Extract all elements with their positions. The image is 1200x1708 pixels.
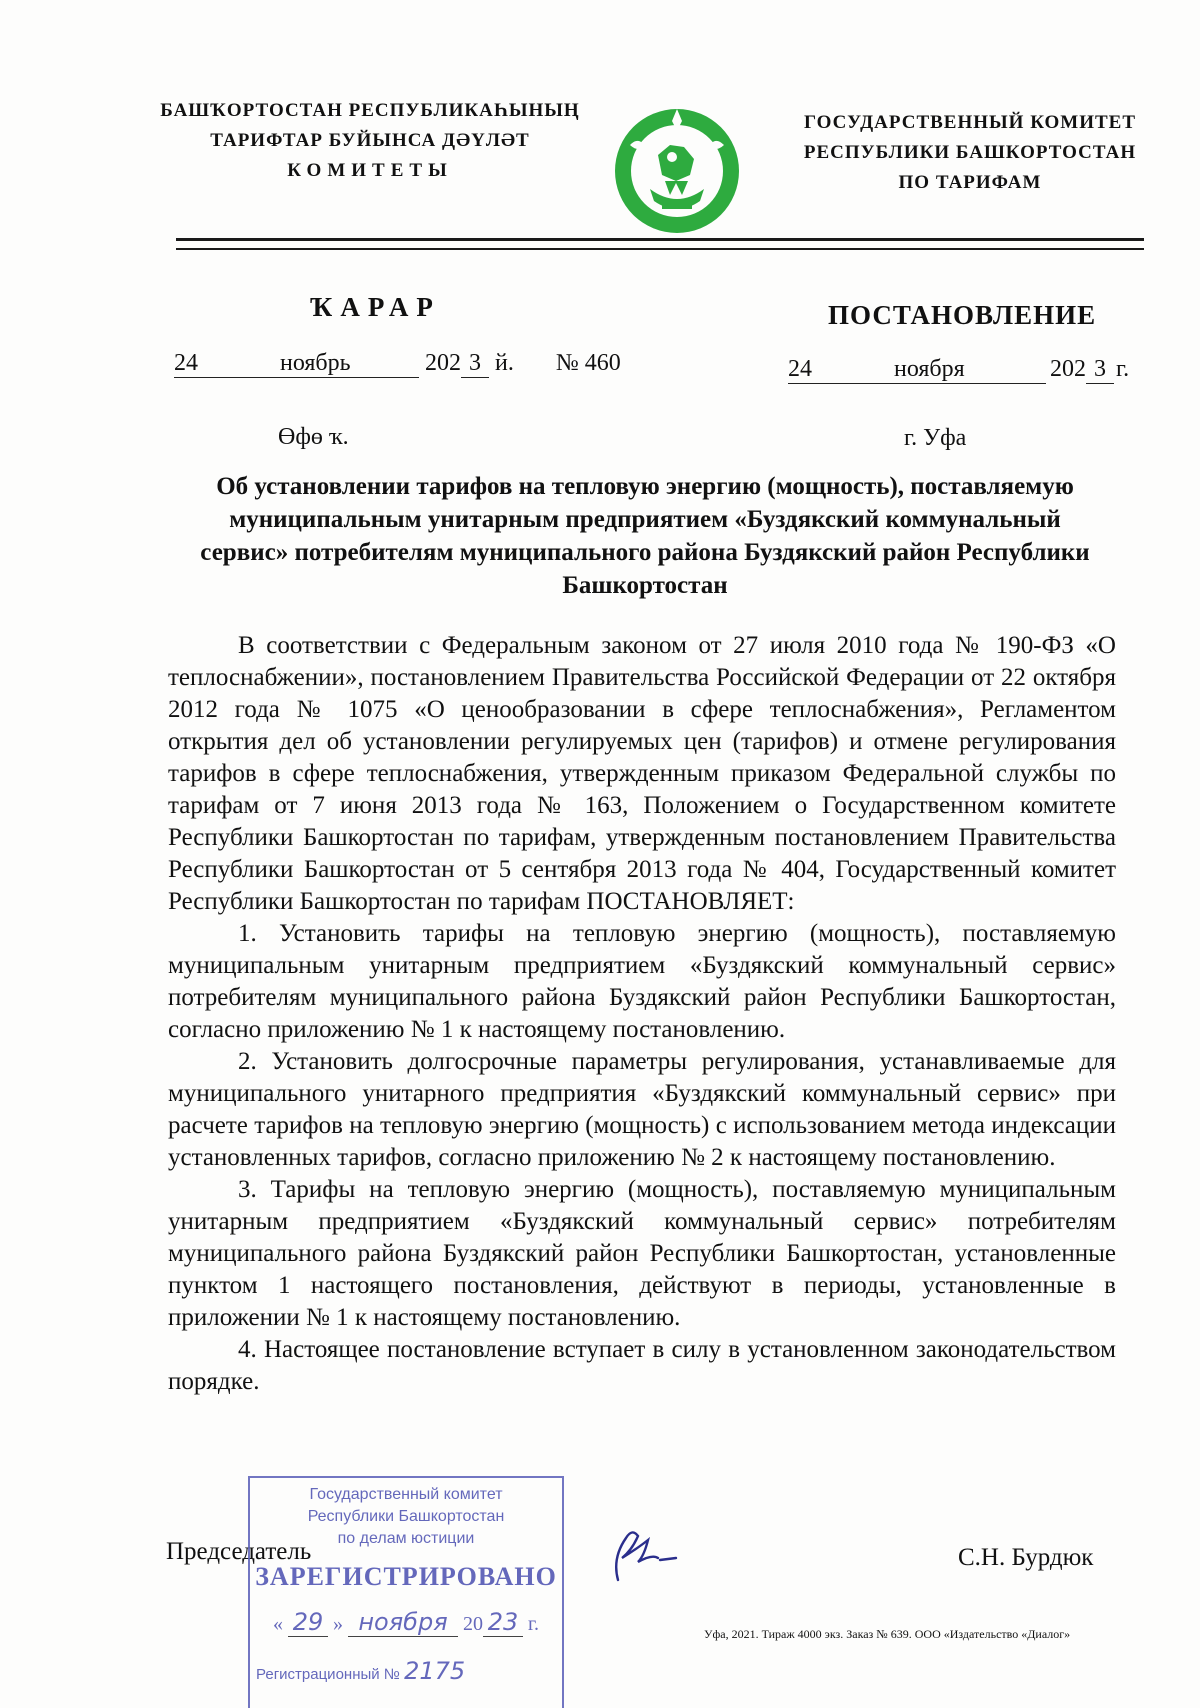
stamp-line-1: Государственный комитет bbox=[309, 1486, 503, 1503]
stamp-day: 29 bbox=[288, 1608, 328, 1637]
date-left bbox=[174, 350, 621, 378]
date-left-day: 24 bbox=[174, 350, 198, 376]
registration-stamp bbox=[248, 1476, 564, 1708]
header-right-russian bbox=[780, 108, 1160, 198]
header-left-line-1: БАШҠОРТОСТАН РЕСПУБЛИКАҺЫНЫҢ bbox=[160, 100, 580, 121]
doc-type-bashkir: ҠАРАР bbox=[310, 292, 441, 322]
date-right bbox=[788, 356, 1129, 384]
stamp-year-suffix: 23 bbox=[483, 1608, 523, 1637]
city-bashkir: Өфө ҡ. bbox=[278, 424, 349, 450]
signatory-title: Председатель bbox=[166, 1538, 312, 1565]
stamp-year-unit: г. bbox=[528, 1613, 539, 1635]
stamp-registered: ЗАРЕГИСТРИРОВАНО bbox=[255, 1562, 557, 1591]
header-rule-thin bbox=[176, 248, 1144, 250]
stamp-reg-number: 2175 bbox=[404, 1657, 466, 1685]
stamp-year-prefix: 20 bbox=[463, 1613, 484, 1635]
printer-note: Уфа, 2021. Тираж 4000 экз. Заказ № 639. ООО «Издательство «Диалог» bbox=[704, 1627, 1071, 1641]
signatory-name: С.Н. Бурдюк bbox=[958, 1544, 1094, 1571]
body-paragraph-3: 3. Тарифы на тепловую энергию (мощность), поставляемую муниципальным унитарным предприятием «Буздякский коммунальный сервис» потребителям муниципального района Буздякский район Республики Башкортостан, установленные пунктом 1 настоящего постановления, действуют в периоды, установленные в приложении № 1 к настоящему постановлению. bbox=[168, 1176, 1116, 1331]
body-paragraph-4: 4. Настоящее постановление вступает в силу в установленном законодательством порядке. bbox=[168, 1336, 1116, 1395]
date-right-day-month bbox=[788, 356, 1046, 384]
document-number: № 460 bbox=[555, 350, 621, 376]
stamp-line-2: Республики Башкортостан bbox=[307, 1508, 505, 1525]
date-left-year-prefix: 202 bbox=[425, 350, 461, 376]
body-paragraph-1: 1. Установить тарифы на тепловую энергию (мощность), поставляемую муниципальным унитарным предприятием «Буздякский коммунальный сервис» потребителям муниципального района Буздякский район Республики Башкортостан, согласно приложению № 1 к настоящему постановлению. bbox=[168, 920, 1116, 1043]
date-right-suffix: г. bbox=[1116, 356, 1130, 382]
document-body bbox=[168, 630, 1116, 1398]
body-paragraph-preamble: В соответствии с Федеральным законом от 27 июля 2010 года № 190-ФЗ «О теплоснабжении», постановлением Правительства Российской Федерации от 22 октября 2012 года № 1075 «О ценообразовании в сфере теплоснабжения», Регламентом открытия дел об установлении регулируемых цен (тарифов) и отмене регулирования тарифов в сфере теплоснабжения, утвержденным приказом Федеральной службы по тарифам от 7 июня 2013 года № 163, Положением о Государственном комитете Республики Башкортостан по тарифам, утвержденным постановлением Правительства Республики Башкортостан от 5 сентября 2013 года № 404, Государственный комитет Республики Башкортостан по тарифам ПОСТАНОВЛЯЕТ: bbox=[168, 632, 1116, 915]
date-left-day-month bbox=[174, 350, 419, 378]
header-left-line-2: ТАРИФТАР БУЙЫНСА ДӘҮЛӘТ bbox=[210, 130, 530, 151]
doc-type-russian: ПОСТАНОВЛЕНИЕ bbox=[828, 300, 1097, 330]
date-right-year-prefix: 202 bbox=[1050, 356, 1086, 382]
stamp-reg-number-row bbox=[250, 1657, 562, 1685]
document-title: Об установлении тарифов на тепловую энергию (мощность), поставляемую муниципальным унитарным предприятием «Буздякский коммунальный сервис» потребителям муниципального района Буздякский район Республики Башкортостан bbox=[200, 473, 1090, 599]
header-right-line-2: РЕСПУБЛИКИ БАШКОРТОСТАН bbox=[803, 142, 1137, 163]
date-right-year-digit: 3 bbox=[1086, 356, 1114, 384]
date-right-month: ноября bbox=[894, 356, 965, 382]
header-left-bashkir bbox=[160, 96, 580, 186]
header-right-line-1: ГОСУДАРСТВЕННЫЙ КОМИТЕТ bbox=[803, 112, 1137, 133]
stamp-open-quote: « bbox=[273, 1613, 284, 1635]
stamp-line-3: по делам юстиции bbox=[337, 1530, 475, 1547]
date-left-year-digit: 3 bbox=[461, 350, 489, 378]
header-rule-thick bbox=[176, 238, 1144, 241]
date-left-suffix: й. bbox=[495, 350, 514, 376]
signature-icon bbox=[598, 1518, 688, 1588]
city-russian: г. Уфа bbox=[904, 425, 967, 451]
header-right-line-3: ПО ТАРИФАМ bbox=[898, 172, 1042, 193]
date-left-month: ноябрь bbox=[280, 350, 351, 376]
stamp-date bbox=[250, 1608, 562, 1637]
stamp-month: ноября bbox=[348, 1608, 458, 1637]
emblem-icon bbox=[610, 105, 744, 237]
header-left-line-3: КОМИТЕТЫ bbox=[287, 160, 453, 181]
date-right-day: 24 bbox=[788, 356, 812, 382]
body-paragraph-2: 2. Установить долгосрочные параметры регулирования, устанавливаемые для муниципального унитарного предприятия «Буздякский коммунальный сервис» при расчете тарифов на тепловую энергию (мощность) с использованием метода индексации установленных тарифов, согласно приложению № 2 к настоящему постановлению. bbox=[168, 1048, 1116, 1171]
stamp-reg-label: Регистрационный № bbox=[256, 1666, 400, 1683]
stamp-close-quote: » bbox=[333, 1613, 344, 1635]
